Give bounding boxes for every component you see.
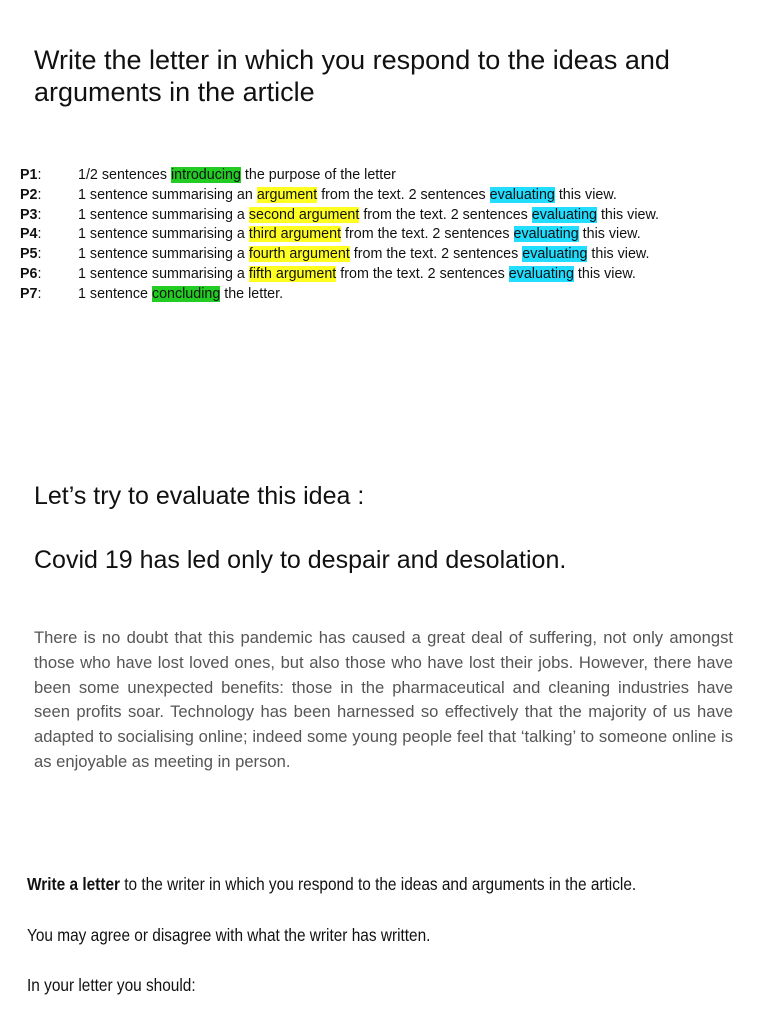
plan-text-part: this view. [578, 226, 641, 243]
plan-text-part: from the text. 2 sentences [336, 265, 509, 282]
plan-text [78, 225, 641, 245]
plan-key [20, 245, 78, 265]
paragraph-plan [20, 166, 760, 305]
plan-key-colon: : [37, 285, 42, 302]
plan-text-part: 1 sentence summarising a [78, 265, 249, 282]
plan-key-colon: : [37, 226, 42, 243]
plan-row [20, 166, 760, 186]
highlight-cyan: evaluating [522, 246, 588, 263]
task-bold-phrase: Write a letter [27, 874, 121, 894]
plan-key [20, 206, 78, 226]
plan-text [78, 285, 283, 305]
task-you-should: In your letter you should: [27, 975, 196, 995]
highlight-green: concluding [151, 285, 221, 302]
task-agree-disagree: You may agree or disagree with what the writer has written. [27, 925, 431, 945]
evaluate-heading: Let’s try to evaluate this idea : [34, 482, 365, 510]
plan-text-part: this view. [587, 246, 650, 263]
idea-heading: Covid 19 has led only to despair and desolation. [34, 546, 567, 574]
plan-text [78, 265, 636, 285]
plan-key-label: P5 [20, 246, 38, 263]
plan-text-part: from the text. 2 sentences [359, 206, 532, 223]
plan-key [20, 186, 78, 206]
plan-text-part: 1 sentence summarising a [78, 226, 249, 243]
plan-key-colon: : [37, 206, 42, 223]
highlight-green: introducing [171, 167, 241, 183]
highlight-yellow: argument [256, 186, 318, 203]
task-instruction-rest: to the writer in which you respond to the ideas and arguments in the article. [120, 874, 637, 894]
plan-text-part: 1 sentence [78, 285, 152, 302]
plan-key-colon: : [37, 167, 42, 183]
plan-key-label: P3 [20, 206, 38, 223]
plan-key-colon: : [37, 186, 42, 203]
plan-key-label: P1 [20, 167, 38, 183]
highlight-yellow: fifth argument [248, 265, 337, 282]
plan-text [78, 245, 649, 265]
plan-text-part: 1 sentence summarising a [78, 206, 249, 223]
plan-text-part: this view. [554, 186, 617, 203]
highlight-yellow: fourth argument [248, 246, 350, 263]
plan-text-part: this view. [596, 206, 659, 223]
plan-row [20, 265, 760, 285]
plan-text-part: from the text. 2 sentences [317, 186, 490, 203]
plan-key [20, 225, 78, 245]
plan-text-part: the purpose of the letter [240, 167, 396, 183]
plan-text-part: this view. [573, 265, 636, 282]
plan-text-part: the letter. [220, 285, 284, 302]
plan-text-part: 1/2 sentences [78, 167, 171, 183]
highlight-cyan: evaluating [513, 226, 579, 243]
plan-text [78, 186, 617, 206]
plan-key-label: P2 [20, 186, 38, 203]
plan-key-label: P6 [20, 265, 38, 282]
plan-text-part: 1 sentence summarising a [78, 246, 249, 263]
highlight-cyan: evaluating [508, 265, 574, 282]
highlight-cyan: evaluating [531, 206, 597, 223]
plan-row [20, 225, 760, 245]
plan-row [20, 186, 760, 206]
plan-key [20, 285, 78, 305]
plan-text [78, 166, 396, 186]
example-paragraph: There is no doubt that this pandemic has caused a great deal of suffering, not only amongst those who have lost loved ones, but also those who have lost their jobs. However, there have been some unexpected benefits: those in the pharmaceutical and cleaning industries have seen profits soar. Technology has been harnessed so effectively that the majority of us have adapted to socialising online; indeed some young people feel that ‘talking’ to someone online is as enjoyable as meeting in person. [34, 628, 733, 771]
page-title: Write the letter in which you respond to the ideas and arguments in the article [34, 45, 670, 107]
highlight-yellow: second argument [248, 206, 360, 223]
plan-key-label: P4 [20, 226, 38, 243]
task-instruction [27, 873, 636, 895]
plan-text-part: from the text. 2 sentences [349, 246, 523, 263]
plan-text [78, 206, 659, 226]
plan-row [20, 285, 760, 305]
highlight-cyan: evaluating [489, 186, 555, 203]
plan-key [20, 265, 78, 285]
plan-key-colon: : [37, 246, 42, 263]
plan-key [20, 166, 78, 186]
plan-row [20, 245, 760, 265]
plan-key-colon: : [37, 265, 42, 282]
plan-text-part: 1 sentence summarising an [78, 186, 257, 203]
plan-text-part: from the text. 2 sentences [341, 226, 514, 243]
plan-key-label: P7 [20, 285, 38, 302]
highlight-yellow: third argument [248, 226, 342, 243]
plan-row [20, 206, 760, 226]
